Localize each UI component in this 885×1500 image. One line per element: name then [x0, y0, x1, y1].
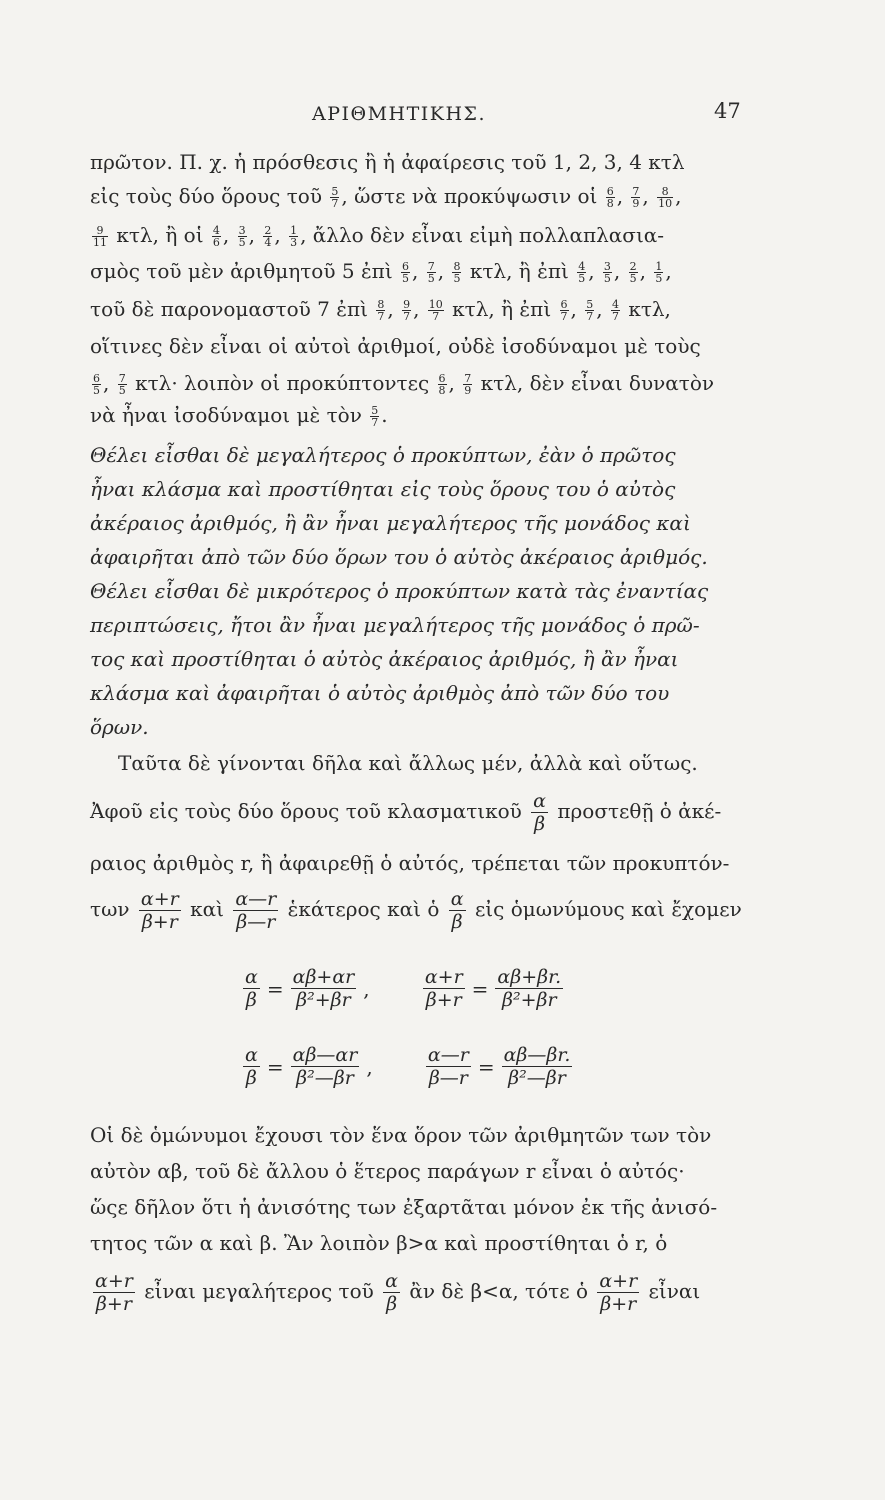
numerator: 5: [586, 298, 594, 311]
fraction: [452, 261, 461, 284]
fraction: [428, 299, 444, 322]
fraction: [657, 186, 673, 209]
text: καὶ: [190, 897, 224, 921]
formula-fraction: [233, 888, 278, 933]
denominator: 7: [586, 310, 594, 323]
text-line: εἰς τοὺς δύο ὅρους τοῦ $\frac{5}{7}$ , ὥστε νὰ προκύψωσιν οἱ $\frac{6}{8}$ , $\frac{7}{9}$ , $\frac{8}{10}$ ,: [90, 184, 682, 210]
denominator: β+r: [423, 988, 465, 1011]
text-line: [90, 1270, 790, 1315]
denominator: β+r: [139, 910, 181, 933]
text: ἂν δὲ β<α, τότε ὁ: [409, 1279, 588, 1303]
denominator: 9: [464, 384, 472, 397]
denominator: 6: [212, 236, 220, 249]
formula-fraction: [93, 1270, 135, 1315]
numerator: α: [385, 1270, 398, 1292]
denominator: 5: [578, 272, 586, 285]
text-line: $\frac{6}{5}$ , $\frac{7}{5}$ κτλ· λοιπὸν οἱ προκύπτοντες $\frac{6}{8}$ , $\frac{7}{9}$ κτλ, δὲν εἶναι δυνατὸν: [93, 371, 715, 397]
denominator: 3: [290, 236, 298, 249]
text-line: σμὸς τοῦ μὲν ἀριθμητοῦ 5 ἐπὶ $\frac{6}{5}$ , $\frac{7}{5}$ , $\frac{8}{5}$ κτλ, ἢ ἐπὶ $\frac{4}{5}$ , $\frac{3}{5}$ , $\frac{2}{5}$ , $\frac{1}{5}$ ,: [90, 259, 672, 285]
rule-line: ἀκέραιος ἀριθμός, ἢ ἂν ἦναι μεγαλήτερος τῆς μονάδος καὶ: [90, 511, 691, 535]
denominator: 11: [93, 236, 107, 249]
equals-sign: =: [477, 1054, 495, 1079]
fraction: [606, 186, 615, 209]
numerator: 7: [118, 372, 126, 385]
numerator: 6: [402, 260, 410, 273]
text-line: Οἱ δὲ ὁμώνυμοι ἔχουσι τὸν ἕνα ὅρον τῶν ἀριθμητῶν των τὸν: [90, 1123, 712, 1147]
numerator: αβ+αr: [292, 966, 355, 988]
denominator: 7: [331, 197, 339, 210]
numerator: 4: [611, 298, 619, 311]
numerator: 8: [661, 185, 669, 198]
denominator: 8: [606, 197, 614, 210]
denominator: 5: [93, 384, 100, 397]
fraction: [585, 299, 594, 322]
numerator: 1: [655, 260, 663, 273]
denominator: β: [243, 1066, 260, 1089]
denominator: 4: [264, 236, 272, 249]
text: τοῦ δὲ παρονομαστοῦ 7 ἐπὶ: [90, 297, 368, 321]
rule-line: ἀφαιρῆται ἀπὸ τῶν δύο ὅρων του ὁ αὐτὸς ἀκέραιος ἀριθμός.: [90, 545, 708, 569]
formula-fraction: [495, 966, 563, 1011]
fraction: [629, 261, 638, 284]
numerator: α: [245, 966, 258, 988]
fraction: [427, 261, 436, 284]
text-line: ὥςε δῆλον ὅτι ἡ ἀνισότης των ἐξαρτᾶται μόνον ἐκ τῆς ἀνισό-: [90, 1195, 718, 1219]
text: κτλ, ἢ ἐπὶ: [469, 259, 569, 283]
text-line: ραιος ἀριθμὸς r, ἢ ἀφαιρεθῇ ὁ αὐτός, τρέπεται τῶν προκυπτόν-: [90, 851, 730, 875]
denominator: β²+βr: [291, 988, 357, 1011]
text: προστεθῇ ὁ ἀκέ-: [557, 799, 722, 823]
numerator: α—r: [235, 888, 277, 910]
page-number: 47: [714, 99, 741, 123]
fraction: [577, 261, 586, 284]
formula-fraction: [449, 888, 466, 933]
rule-line: κλάσμα καὶ ἀφαιρῆται ὁ αὐτὸς ἀριθμὸς ἀπὸ τῶν δύο του: [90, 681, 670, 705]
text: Ἀφοῦ εἰς τοὺς δύο ὅρους τοῦ κλασματικοῦ: [90, 799, 522, 823]
numerator: 8: [453, 260, 461, 273]
numerator: αβ+βr.: [497, 966, 562, 988]
numerator: α+r: [599, 1270, 638, 1292]
fraction: [402, 299, 411, 322]
denominator: β²—βr: [291, 1066, 360, 1089]
denominator: β+r: [93, 1292, 135, 1315]
denominator: β: [383, 1292, 400, 1315]
fraction: [92, 373, 101, 396]
denominator: β²—βr: [502, 1066, 573, 1089]
equals-sign: =: [266, 976, 284, 1001]
fraction: [463, 373, 472, 396]
formula-fraction: [383, 1270, 400, 1315]
numerator: αβ—αr: [292, 1044, 358, 1066]
formula-fraction: [139, 888, 181, 933]
text: εἶναι μεγαλήτερος τοῦ: [144, 1279, 374, 1303]
fraction: [118, 373, 127, 396]
numerator: 7: [464, 372, 472, 385]
numerator: 10: [428, 298, 443, 311]
text-line: αὐτὸν αβ, τοῦ δὲ ἄλλου ὁ ἕτερος παράγων r εἶναι ὁ αὐτός·: [90, 1159, 685, 1183]
fraction: [654, 261, 663, 284]
formula-fraction: [243, 966, 260, 1011]
numerator: α: [533, 790, 547, 812]
denominator: 7: [560, 310, 568, 323]
numerator: 3: [603, 260, 611, 273]
comma: ,: [363, 976, 370, 1001]
numerator: 1: [290, 224, 298, 237]
text: κτλ· λοιπὸν οἱ προκύπτοντες: [135, 371, 430, 395]
rule-line: Θέλει εἶσθαι δὲ μεγαλήτερος ὁ προκύπτων, ἐὰν ὁ πρῶτος: [90, 443, 676, 467]
denominator: β: [243, 988, 260, 1011]
fraction: [238, 225, 247, 248]
fraction: [370, 405, 379, 428]
numerator: 9: [403, 298, 411, 311]
denominator: 5: [118, 384, 126, 397]
fraction: [263, 225, 272, 248]
fraction: [330, 186, 339, 209]
formula-fraction: [291, 1044, 360, 1089]
formula-fraction: [291, 966, 357, 1011]
numerator: 7: [632, 185, 640, 198]
numerator: 6: [606, 185, 614, 198]
text: εἶναι: [648, 1279, 701, 1303]
numerator: α: [450, 888, 464, 910]
text: κτλ, ἢ ἐπὶ: [452, 297, 552, 321]
text-line: πρῶτον. Π. χ. ἡ πρόσθεσις ἢ ἡ ἀφαίρεσις τοῦ 1, 2, 3, 4 κτλ: [90, 150, 685, 174]
numerator: 9: [96, 224, 104, 237]
equation-row: [240, 1044, 760, 1089]
fraction: [376, 299, 385, 322]
formula-fraction: [531, 790, 548, 835]
text: εἰς ὁμωνύμους καὶ ἔχομεν: [474, 897, 742, 921]
text: των: [90, 897, 130, 921]
denominator: 5: [427, 272, 435, 285]
text-line: Ταῦτα δὲ γίνονται δῆλα καὶ ἄλλως μέν, ἀλλὰ καὶ οὕτως.: [118, 751, 698, 775]
denominator: 5: [629, 272, 637, 285]
text: σμὸς τοῦ μὲν ἀριθμητοῦ 5 ἐπὶ: [90, 259, 393, 283]
text-line: οἵτινες δὲν εἶναι οἱ αὐτοὶ ἀριθμοί, οὐδὲ ἰσοδύναμοι μὲ τοὺς: [90, 334, 701, 358]
text: ἄλλο δὲν εἶναι εἰμὴ πολλαπλασια-: [312, 223, 665, 247]
denominator: 7: [428, 310, 444, 322]
equals-sign: =: [266, 1054, 284, 1079]
text-line: τοῦ δὲ παρονομαστοῦ 7 ἐπὶ $\frac{8}{7}$ , $\frac{9}{7}$ , $\frac{10}{7}$ κτλ, ἢ ἐπὶ $\frac{6}{7}$ , $\frac{5}{7}$ , $\frac{4}{7}$ κτλ,: [90, 297, 671, 323]
numerator: 6: [438, 372, 446, 385]
rule-line: ἦναι κλάσμα καὶ προστίθηται εἰς τοὺς ὅρους του ὁ αὐτὸς: [90, 477, 676, 501]
denominator: β—r: [233, 910, 278, 933]
denominator: 5: [402, 272, 410, 285]
numerator: 3: [238, 224, 246, 237]
numerator: 7: [427, 260, 435, 273]
fraction: [401, 261, 410, 284]
denominator: 10: [658, 197, 673, 210]
rule-line: Θέλει εἶσθαι δὲ μικρότερος ὁ προκύπτων κατὰ τὰς ἐναντίας: [90, 579, 709, 603]
equation-row: [240, 966, 760, 1011]
fraction: [289, 225, 298, 248]
fraction: [611, 299, 620, 322]
numerator: 4: [212, 224, 220, 237]
denominator: β+r: [597, 1292, 639, 1315]
denominator: β—r: [426, 1066, 471, 1089]
comma: ,: [366, 1054, 373, 1079]
numerator: α: [245, 1044, 258, 1066]
denominator: β: [531, 812, 548, 835]
denominator: β²+βr: [495, 988, 563, 1011]
text-line: νὰ ἦναι ἰσοδύναμοι μὲ τὸν $\frac{5}{7}$ .: [90, 403, 388, 429]
rule-line: περιπτώσεις, ἤτοι ἂν ἦναι μεγαλήτερος τῆς μονάδος ὁ πρῶ-: [90, 613, 700, 637]
text: νὰ ἦναι ἰσοδύναμοι μὲ τὸν: [90, 403, 362, 427]
numerator: α+r: [140, 888, 179, 910]
numerator: 6: [560, 298, 568, 311]
text: κτλ,: [628, 297, 671, 321]
denominator: 9: [632, 197, 640, 210]
denominator: 5: [655, 272, 663, 285]
numerator: α—r: [427, 1044, 469, 1066]
text-line: [90, 790, 790, 835]
numerator: 2: [629, 260, 637, 273]
numerator: α+r: [424, 966, 463, 988]
rule-line: τος καὶ προστίθηται ὁ αὐτὸς ἀκέραιος ἀριθμός, ἢ ἂν ἦναι: [90, 647, 679, 671]
formula-fraction: [426, 1044, 471, 1089]
rule-line: ὅρων.: [90, 715, 149, 739]
denominator: 7: [611, 310, 619, 323]
fraction: [631, 186, 640, 209]
running-header: ΑΡΙΘΜΗΤΙΚΗΣ.: [312, 103, 487, 125]
text-line: [90, 888, 790, 933]
numerator: 5: [371, 404, 379, 417]
text: ἑκάτερος καὶ ὁ: [287, 897, 440, 921]
text: εἰς τοὺς δύο ὅρους τοῦ: [90, 184, 323, 208]
numerator: 8: [377, 298, 385, 311]
denominator: 5: [453, 272, 461, 285]
denominator: 5: [603, 272, 611, 285]
text: κτλ, ἢ οἱ: [116, 223, 204, 247]
numerator: 2: [264, 224, 272, 237]
denominator: 7: [377, 310, 385, 323]
text: , ὥστε νὰ προκύψωσιν οἱ: [341, 184, 598, 208]
denominator: 8: [438, 384, 446, 397]
denominator: 7: [371, 416, 379, 429]
numerator: 4: [578, 260, 586, 273]
equals-sign: =: [471, 976, 489, 1001]
denominator: 5: [238, 236, 246, 249]
text-line: τητος τῶν α καὶ β. Ἂν λοιπὸν β>α καὶ προστίθηται ὁ r, ὁ: [90, 1231, 668, 1255]
formula-fraction: [243, 1044, 260, 1089]
fraction: [438, 373, 447, 396]
formula-fraction: [423, 966, 465, 1011]
numerator: α+r: [95, 1270, 133, 1292]
numerator: 6: [93, 372, 100, 385]
denominator: β: [449, 910, 466, 933]
formula-fraction: [597, 1270, 639, 1315]
fraction: [212, 225, 221, 248]
fraction: [92, 225, 108, 248]
fraction: [603, 261, 612, 284]
numerator: αβ—βr.: [503, 1044, 571, 1066]
denominator: 7: [403, 310, 411, 323]
numerator: 5: [331, 185, 339, 198]
formula-fraction: [502, 1044, 573, 1089]
text: κτλ, δὲν εἶναι δυνατὸν: [480, 371, 715, 395]
fraction: [560, 299, 569, 322]
text-line: $\frac{9}{11}$ κτλ, ἢ οἱ $\frac{4}{6}$ , $\frac{3}{5}$ , $\frac{2}{4}$ , $\frac{1}{3}$ , ἄλλο δὲν εἶναι εἰμὴ πολλαπλασια-: [93, 223, 665, 249]
